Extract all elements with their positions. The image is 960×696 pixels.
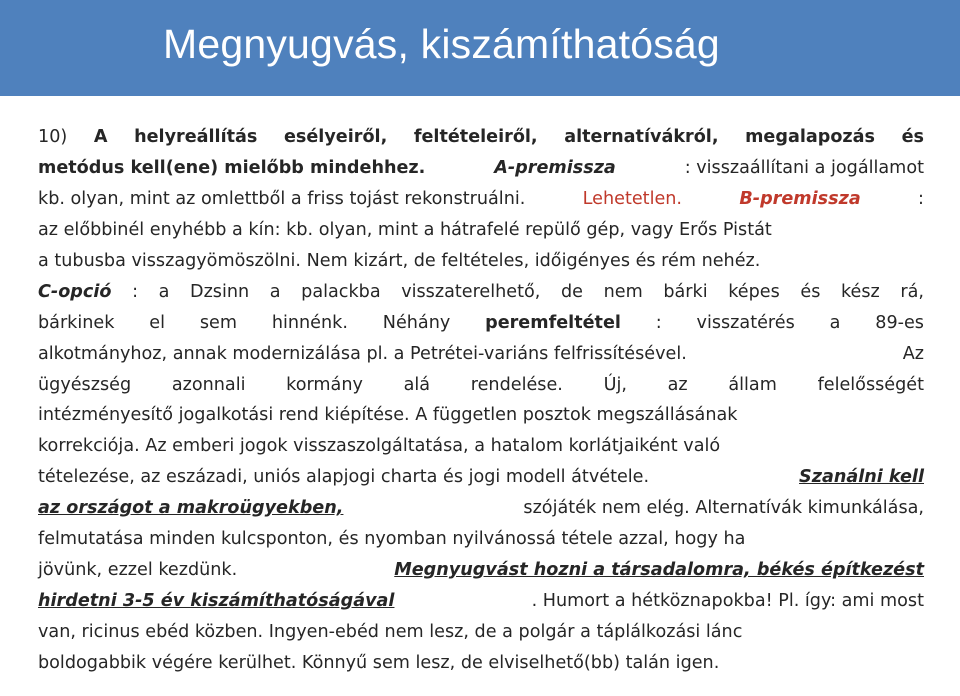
text-segment: hinnénk. [271, 312, 348, 333]
text-line [38, 653, 924, 684]
text-segment: az [667, 374, 688, 395]
text-segment: jövünk, ezzel kezdünk. [38, 560, 238, 581]
text-segment: szójáték nem elég. Alternatívák kimunkálása, [523, 498, 924, 519]
text-segment: visszatérés [696, 312, 795, 333]
text-segment: esélyeiről, [283, 127, 388, 147]
text-segment: Az [902, 343, 924, 364]
text-line [38, 158, 924, 189]
text-segment: 10) [38, 127, 68, 147]
text-segment: alternatívákról, [564, 127, 719, 147]
text-segment: kormány [286, 374, 363, 395]
text-segment: A-premissza [494, 157, 616, 178]
text-segment: és [800, 281, 821, 302]
text-segment: A [93, 127, 108, 147]
text-line [38, 436, 924, 467]
title-bar [0, 0, 960, 96]
text-segment: megalapozás [745, 127, 875, 147]
text-segment: és [901, 127, 924, 147]
text-line [38, 251, 924, 282]
text-segment: alá [403, 374, 431, 395]
text-segment: a [269, 281, 281, 302]
text-segment: korrekciója. Az emberi jogok visszaszolgáltatása, a hatalom korlátjaiként való [38, 436, 721, 457]
text-segment: a tubusba visszagyömöszölni. Nem kizárt, de feltételes, időigényes és rém nehéz. [38, 250, 761, 271]
text-segment: rendelése. [470, 374, 563, 395]
text-line [38, 375, 924, 406]
text-segment: B-premissza [739, 188, 861, 209]
text-segment: feltételeiről, [413, 127, 538, 147]
text-segment: visszaterelhető, [401, 281, 541, 302]
text-line [38, 622, 924, 653]
text-segment: az előbbinél enyhébb a kín: kb. olyan, mint a hátrafelé repülő gép, vagy Erős Pistát [38, 219, 772, 240]
text-line [38, 467, 924, 498]
text-segment: : [918, 188, 924, 209]
text-line [38, 220, 924, 251]
text-segment: : [132, 281, 138, 302]
text-line [38, 127, 924, 158]
text-segment: van, ricinus ebéd közben. Ingyen-ebéd nem lesz, de a polgár a táplálkozási lánc [38, 622, 743, 642]
text-segment: : visszaállítani a jogállamot [684, 157, 924, 178]
text-segment: boldogabbik végére kerülhet. Könnyű sem lesz, de elviselhető(bb) talán igen. [38, 652, 720, 673]
text-segment: bárki [663, 281, 708, 302]
text-segment: palackba [301, 281, 381, 302]
slide-title: Megnyugvás, kiszámíthatóság [163, 21, 720, 67]
text-line [38, 344, 924, 375]
text-line [38, 282, 924, 313]
text-segment: nem [603, 281, 643, 302]
text-segment: Megnyugvást hozni a társadalomra, békés építkezést [394, 560, 924, 581]
text-segment: Új, [603, 374, 627, 395]
text-line [38, 313, 924, 344]
text-segment: állam [728, 374, 777, 395]
text-segment: intézményesítő jogalkotási rend kiépítése. A független posztok megszállásának [38, 405, 738, 426]
text-segment: felmutatása minden kulcsponton, és nyomban nyilvánossá tétele azzal, hogy ha [38, 529, 746, 550]
text-segment: sem [199, 312, 237, 333]
text-segment: azonnali [171, 374, 246, 395]
text-segment: el [149, 312, 165, 333]
text-segment: a [158, 281, 170, 302]
text-segment: C-opció [38, 281, 112, 302]
text-segment: felelősségét [817, 374, 924, 395]
text-segment: Néhány [382, 312, 451, 333]
text-line [38, 529, 924, 560]
text-segment: kész [840, 281, 880, 302]
text-segment: Szanálni kell [799, 467, 924, 488]
text-segment: 89-es [875, 312, 924, 333]
text-line [38, 189, 924, 220]
text-segment: kb. olyan, mint az omlettből a friss tojást rekonstruálni. [38, 188, 526, 209]
text-segment: a [829, 312, 841, 333]
text-segment: hirdetni 3-5 év kiszámíthatóságával [38, 591, 395, 612]
text-segment: ügyészség [38, 374, 132, 395]
text-segment: bárkinek [38, 312, 115, 333]
text-segment: képes [728, 281, 780, 302]
text-segment: az országot a makroügyekben, [38, 498, 344, 519]
text-line [38, 591, 924, 622]
text-line [38, 560, 924, 591]
text-segment: Dzsinn [190, 281, 250, 302]
text-segment: alkotmányhoz, annak modernizálása pl. a Petrétei-variáns felfrissítésével. [38, 343, 687, 364]
text-segment: tételezése, az eszázadi, uniós alapjogi charta és jogi modell átvétele. [38, 467, 650, 488]
text-segment: . Humort a hétköznapokba! Pl. így: ami most [531, 591, 924, 612]
text-segment: metódus kell(ene) mielőbb mindehhez. [38, 157, 426, 178]
text-segment: peremfeltétel [485, 312, 621, 333]
text-segment: de [561, 281, 583, 302]
text-segment: helyreállítás [134, 127, 258, 147]
text-line [38, 405, 924, 436]
text-segment: rá, [900, 281, 924, 302]
text-line [38, 498, 924, 529]
text-segment: : [655, 312, 662, 333]
text-segment: Lehetetlen. [582, 188, 683, 209]
slide-body [38, 127, 924, 684]
